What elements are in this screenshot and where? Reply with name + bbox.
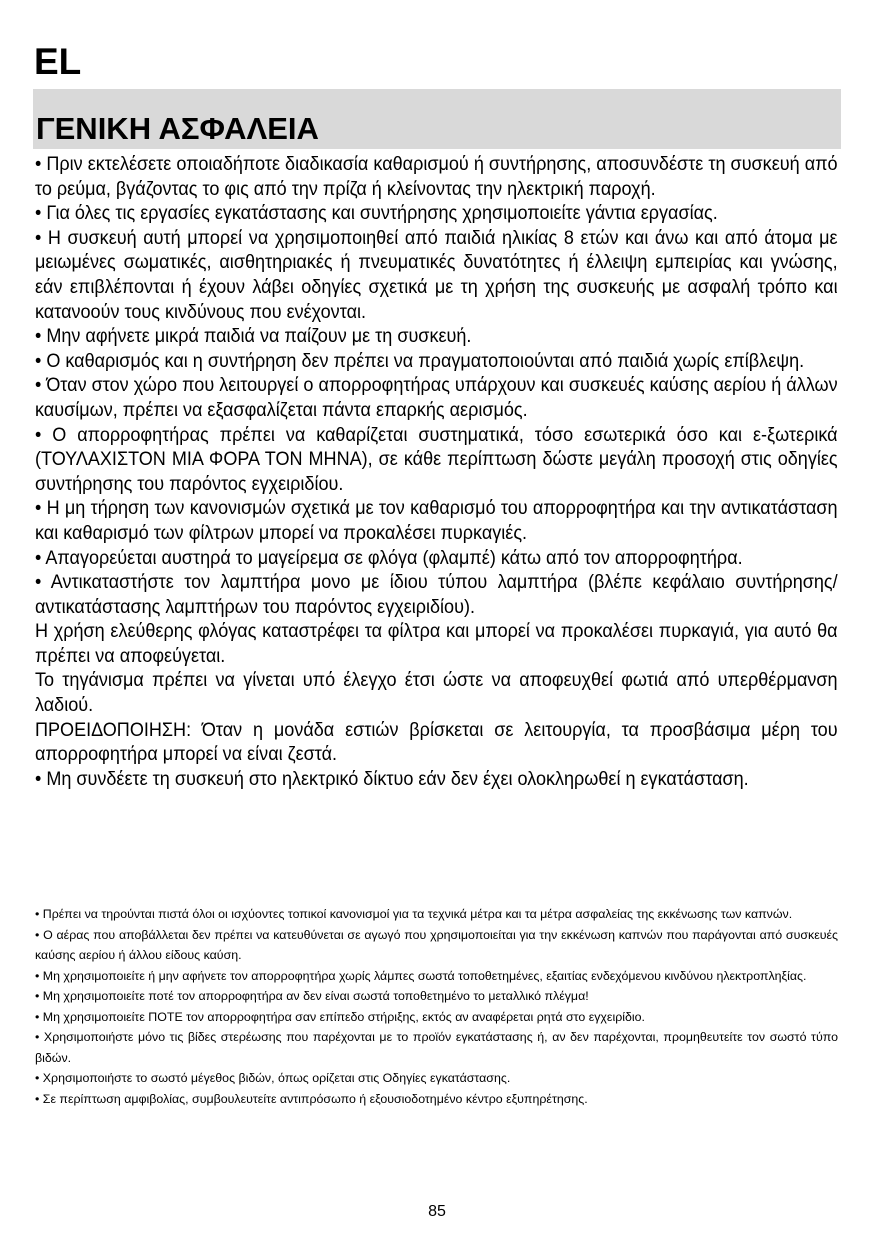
main-paragraph: • Η συσκευή αυτή μπορεί να χρησιμοποιηθεί από παιδιά ηλικίας 8 ετών και άνω και από άτομα με μειωμένες σωματικές, αισθητηριακές ή πνευματικές δυνατότητες ή έλλειψη εμπειρίας και γνώσης, εάν επιβλέπονται ή έχουν λάβει οδηγίες σχετικά με τη χρήση της συσκευής με ασφαλή τρόπο και κατανοούν τους κινδύνους που ενέχονται.	[35, 226, 838, 323]
main-paragraph: • Απαγορεύεται αυστηρά το μαγείρεμα σε φλόγα (φλαμπέ) κάτω από τον απορροφητήρα.	[35, 546, 743, 569]
main-paragraph: • Αντικαταστήστε τον λαμπτήρα μονο με ίδιου τύπου λαμπτήρα (βλέπε κεφάλαιο συντήρησης/αντικατάστασης λαμπτήρων του παρόντος εγχειριδίου).	[35, 571, 838, 618]
small-paragraph: • Μη χρησιμοποιείτε ποτέ τον απορροφητήρα αν δεν είναι σωστά τοποθετημένο το μεταλλικό πλέγμα!	[35, 989, 589, 1003]
section-title: ΓΕΝΙΚΗ ΑΣΦΑΛΕΙΑ	[36, 111, 319, 146]
main-paragraph: ΠΡΟΕΙΔΟΠΟΙΗΣΗ: Όταν η μονάδα εστιών βρίσκεται σε λειτουργία, τα προσβάσιμα μέρη του απορροφητήρα μπορεί να είναι ζεστά.	[35, 718, 838, 766]
language-code: EL	[34, 41, 82, 82]
small-paragraph: • Χρησιμοποιήστε μόνο τις βίδες στερέωσης που παρέχονται με το προϊόν εγκατάστασης ή, αν δεν παρέχονται, προμηθευτείτε τον σωστό τύπο βιδών.	[35, 1030, 838, 1065]
safety-main-text	[35, 152, 838, 791]
main-paragraph: • Μην αφήνετε μικρά παιδιά να παίζουν με τη συσκευή.	[35, 325, 472, 348]
main-paragraph: • Ο καθαρισμός και η συντήρηση δεν πρέπει να πραγματοποιούνται από παιδιά χωρίς επίβλεψη.	[35, 349, 805, 372]
small-paragraph: • Σε περίπτωση αμφιβολίας, συμβουλευτείτε αντιπρόσωπο ή εξουσιοδοτημένο κέντρο εξυπηρέτησης.	[35, 1091, 588, 1106]
main-paragraph: • Όταν στον χώρο που λειτουργεί ο απορροφητήρας υπάρχουν και συσκευές καύσης αερίου ή άλλων καυσίμων, πρέπει να εξασφαλίζεται πάντα επαρκής αερισμός.	[35, 374, 838, 421]
main-paragraph: • Μη συνδέετε τη συσκευή στο ηλεκτρικό δίκτυο εάν δεν έχει ολοκληρωθεί η εγκατάσταση.	[35, 767, 749, 790]
main-paragraph: • Πριν εκτελέσετε οποιαδήποτε διαδικασία καθαρισμού ή συντήρησης, αποσυνδέστε τη συσκευή από το ρεύμα, βγάζοντας το φις από την πρίζα ή κλείνοντας την ηλεκτρική παροχή.	[35, 153, 838, 200]
main-paragraph: • Ο απορροφητήρας πρέπει να καθαρίζεται συστηματικά, τόσο εσωτερικά όσο και ε-ξωτερικά (ΤΟΥΛΑΧΙΣΤΟΝ ΜΙΑ ΦΟΡΑ ΤΟΝ ΜΗΝΑ), σε κάθε περίπτωση δώστε μεγάλη προσοχή στις οδηγίες συντήρησης του παρόντος εγχειριδίου.	[35, 423, 838, 495]
main-paragraph: • Για όλες τις εργασίες εγκατάστασης και συντήρησης χρησιμοποιείτε γάντια εργασίας.	[35, 202, 718, 225]
page-number: 85	[428, 1203, 446, 1220]
main-paragraph: Η χρήση ελεύθερης φλόγας καταστρέφει τα φίλτρα και μπορεί να προκαλέσει πυρκαγιά, για αυτό θα πρέπει να αποφεύγεται.	[35, 620, 838, 667]
small-paragraph: • Πρέπει να τηρούνται πιστά όλοι οι ισχύοντες τοπικοί κανονισμοί για τα τεχνικά μέτρα και τα μέτρα ασφαλείας της εκκένωσης των καπνών.	[35, 907, 793, 921]
main-paragraph: • Η μη τήρηση των κανονισμών σχετικά με τον καθαρισμό του απορροφητήρα και την αντικατάσταση και καθαρισμό των φίλτρων μπορεί να προκαλέσει πυρκαγιές.	[35, 497, 838, 544]
small-paragraph: • Μη χρησιμοποιείτε ή μην αφήνετε τον απορροφητήρα χωρίς λάμπες σωστά τοποθετημένες, εξαιτίας ενδεχόμενου κινδύνου ηλεκτροπληξίας.	[35, 968, 807, 983]
main-paragraph: Το τηγάνισμα πρέπει να γίνεται υπό έλεγχο έτσι ώστε να αποφευχθεί φωτιά από υπερθέρμανση λαδιού.	[35, 669, 838, 717]
small-paragraph: • Μη χρησιμοποιείτε ΠΟΤΕ τον απορροφητήρα σαν επίπεδο στήριξης, εκτός αν αναφέρεται ρητά στο εγχειρίδιο.	[35, 1009, 645, 1024]
small-paragraph: • Χρησιμοποιήστε το σωστό μέγεθος βιδών, όπως ορίζεται στις Οδηγίες εγκατάστασης.	[35, 1071, 511, 1085]
safety-small-text	[35, 904, 838, 1109]
small-paragraph: • Ο αέρας που αποβάλλεται δεν πρέπει να κατευθύνεται σε αγωγό που χρησιμοποιείται για την εκκένωση καπνών που παράγονται από συσκευές καύσης αερίου ή άλλου είδους καύση.	[35, 927, 838, 962]
